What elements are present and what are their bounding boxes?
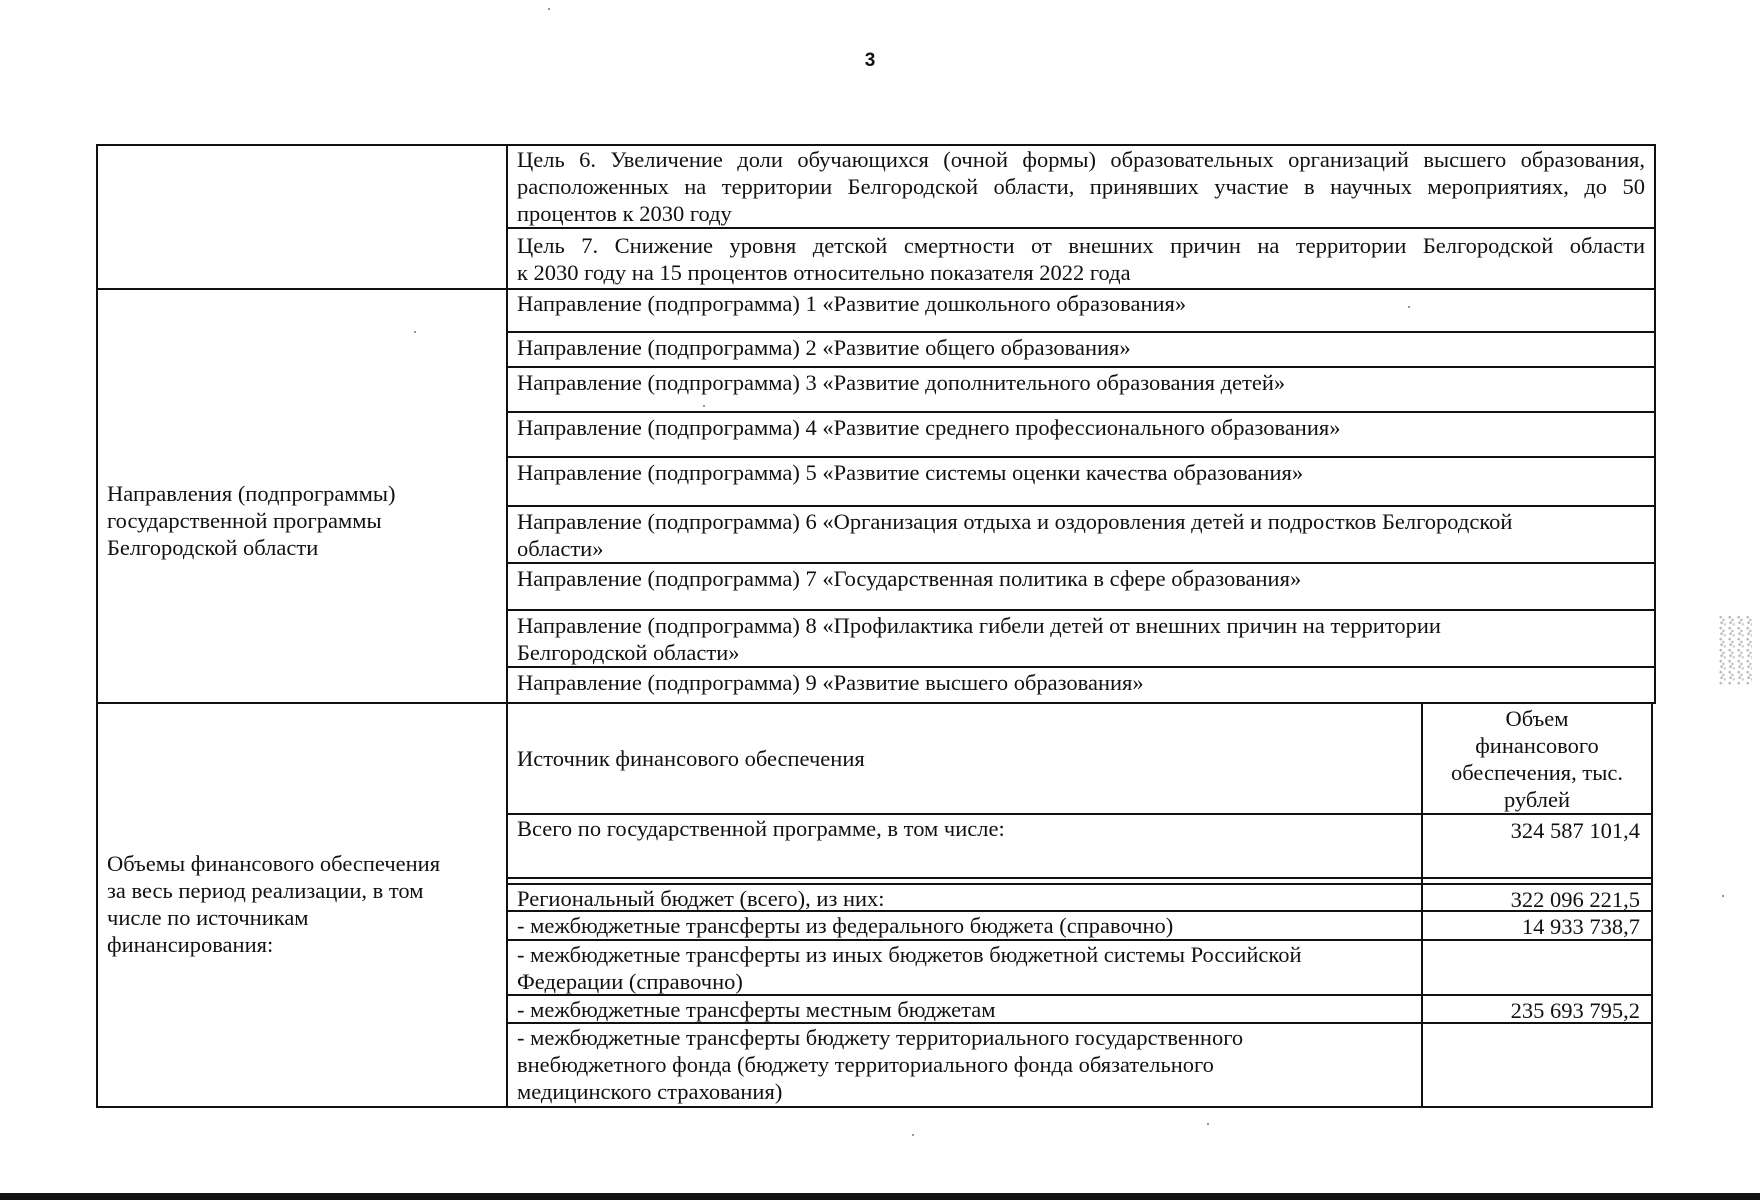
financing-row-federal-source-cell xyxy=(506,910,1423,941)
goal-6-line: процентов к 2030 году xyxy=(517,201,732,226)
financing-row-regional-amount: 322 096 221,5 xyxy=(1510,887,1640,912)
direction-1-text: Направление (подпрограмма) 1 «Развитие дошкольного образования» xyxy=(517,291,1187,316)
direction-6-line: Направление (подпрограмма) 6 «Организация отдыха и оздоровления детей и подростков Белгородской xyxy=(517,509,1513,534)
financing-row-other-source-cell xyxy=(506,939,1423,996)
direction-8-line: Направление (подпрограмма) 8 «Профилактика гибели детей от внешних причин на территории xyxy=(517,613,1441,638)
financing-header-amount-cell xyxy=(1421,702,1653,815)
directions-label-line: Направления (подпрограммы) xyxy=(107,481,396,506)
scan-speck xyxy=(1722,895,1724,897)
direction-9-cell xyxy=(506,666,1656,704)
direction-8-cell xyxy=(506,609,1656,668)
scan-speck xyxy=(912,1134,914,1136)
direction-9-text: Направление (подпрограмма) 9 «Развитие высшего образования» xyxy=(517,670,1144,695)
scan-speck xyxy=(548,8,550,10)
page-number: 3 xyxy=(864,50,876,71)
financing-row-fund-source-line: медицинского страхования) xyxy=(517,1079,783,1104)
direction-7-cell xyxy=(506,562,1656,611)
financing-header-source: Источник финансового обеспечения xyxy=(517,746,865,771)
direction-2-cell xyxy=(506,331,1656,368)
financing-row-other-source-line: - межбюджетные трансферты из иных бюджетов бюджетной системы Российской xyxy=(517,942,1302,967)
direction-3-text: Направление (подпрограмма) 3 «Развитие дополнительного образования детей» xyxy=(517,370,1286,395)
goal-6-line: расположенных на территории Белгородской области, принявших участие в научных мероприятиях, до 50 xyxy=(517,174,1645,199)
financing-label-line: за весь период реализации, в том xyxy=(107,878,424,903)
financing-row-local-source-cell xyxy=(506,994,1423,1024)
financing-row-total-source: Всего по государственной программе, в том числе: xyxy=(517,816,1005,841)
goal-6-cell xyxy=(506,144,1656,229)
financing-row-local-source: - межбюджетные трансферты местным бюджетам xyxy=(517,997,996,1022)
direction-1-cell xyxy=(506,288,1656,333)
financing-row-federal-amount-cell xyxy=(1421,910,1653,941)
financing-row-fund-amount-cell xyxy=(1421,1022,1653,1108)
financing-header-amount-line: Объем xyxy=(1505,706,1569,731)
financing-row-total-amount-cell xyxy=(1421,813,1653,879)
scan-noise xyxy=(1718,615,1752,685)
financing-row-fund-source-line: внебюджетного фонда (бюджету территориального фонда обязательного xyxy=(517,1052,1214,1077)
direction-4-cell xyxy=(506,411,1656,458)
financing-row-other-source-line: Федерации (справочно) xyxy=(517,969,743,994)
direction-3-cell xyxy=(506,366,1656,413)
direction-6-cell xyxy=(506,505,1656,564)
financing-label-line: числе по источникам xyxy=(107,905,309,930)
financing-row-other-amount-cell xyxy=(1421,939,1653,996)
financing-label-line: Объемы финансового обеспечения xyxy=(107,851,441,876)
financing-row-local-amount: 235 693 795,2 xyxy=(1510,998,1640,1023)
financing-row-local-amount-cell xyxy=(1421,994,1653,1024)
directions-label-line: Белгородской области xyxy=(107,535,319,560)
direction-5-cell xyxy=(506,456,1656,507)
financing-header-amount-line: рублей xyxy=(1503,787,1571,812)
financing-row-regional-source: Региональный бюджет (всего), из них: xyxy=(517,886,885,911)
goal-7-cell xyxy=(506,227,1656,290)
directions-label-cell xyxy=(96,288,508,704)
financing-row-total-source-cell xyxy=(506,813,1423,879)
goals-label-cell xyxy=(96,144,508,290)
goal-7-line: к 2030 году на 15 процентов относительно показателя 2022 года xyxy=(517,260,1131,285)
directions-label-line: государственной программы xyxy=(107,508,382,533)
scan-edge-band xyxy=(0,1193,1760,1200)
direction-5-text: Направление (подпрограмма) 5 «Развитие системы оценки качества образования» xyxy=(517,460,1304,485)
direction-2-text: Направление (подпрограмма) 2 «Развитие общего образования» xyxy=(517,335,1131,360)
financing-header-amount-line: финансового xyxy=(1475,733,1599,758)
goal-6-line: Цель 6. Увеличение доли обучающихся (очной формы) образовательных организаций высшего образования, xyxy=(517,147,1645,172)
scan-speck xyxy=(1207,1123,1209,1125)
financing-header-amount-line: обеспечения, тыс. xyxy=(1451,760,1623,785)
financing-row-federal-source: - межбюджетные трансферты из федерального бюджета (справочно) xyxy=(517,913,1174,938)
financing-row-fund-source-cell xyxy=(506,1022,1423,1108)
direction-8-line: Белгородской области» xyxy=(517,640,740,665)
financing-row-fund-source-line: - межбюджетные трансферты бюджету территориального государственного xyxy=(517,1025,1244,1050)
financing-row-total-amount: 324 587 101,4 xyxy=(1510,818,1640,843)
financing-row-federal-amount: 14 933 738,7 xyxy=(1521,914,1640,939)
direction-6-line: области» xyxy=(517,536,604,561)
financing-header-source-cell xyxy=(506,702,1423,815)
financing-label-cell xyxy=(96,702,508,1108)
goal-7-line: Цель 7. Снижение уровня детской смертности от внешних причин на территории Белгородской области xyxy=(517,233,1645,258)
financing-row-regional-source-cell xyxy=(506,883,1423,912)
financing-label-line: финансирования: xyxy=(107,932,274,957)
direction-4-text: Направление (подпрограмма) 4 «Развитие среднего профессионального образования» xyxy=(517,415,1341,440)
financing-row-regional-amount-cell xyxy=(1421,883,1653,912)
direction-7-text: Направление (подпрограмма) 7 «Государственная политика в сфере образования» xyxy=(517,566,1302,591)
